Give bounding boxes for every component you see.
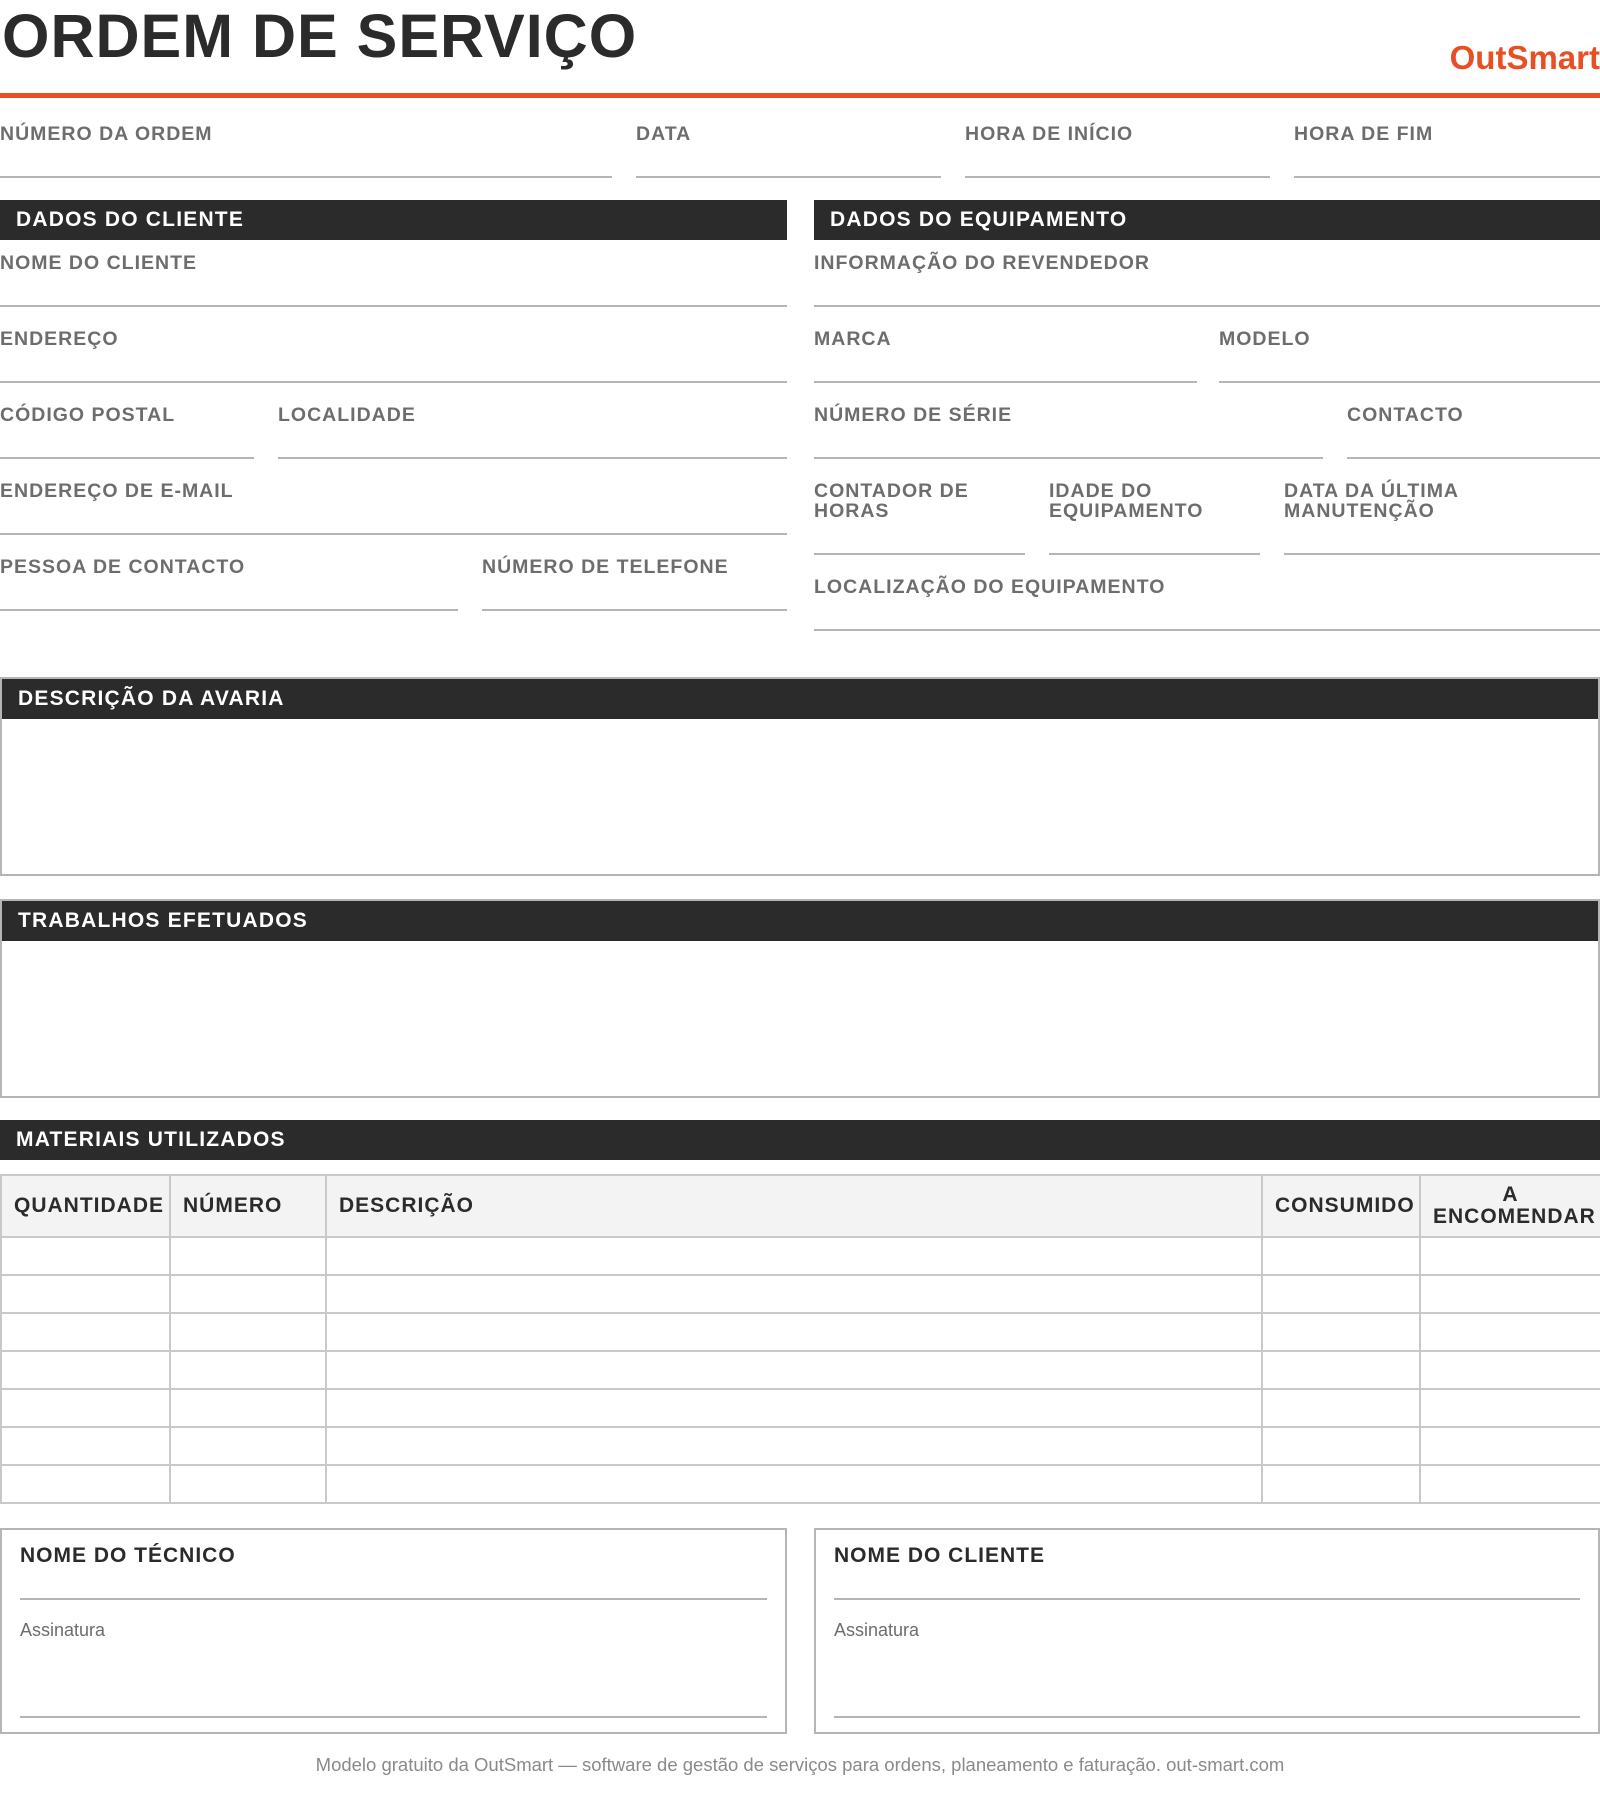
hour-counter-field[interactable]: [814, 553, 1025, 555]
cell-number[interactable]: [170, 1465, 326, 1503]
model-label: MODELO: [1219, 328, 1311, 350]
fault-description-box[interactable]: [0, 677, 1600, 876]
table-row: [1, 1389, 1600, 1427]
customer-signature-box: [814, 1528, 1600, 1734]
brand-field[interactable]: [814, 381, 1197, 383]
materials-table: [0, 1174, 1600, 1504]
cell-number[interactable]: [170, 1313, 326, 1351]
cell-description[interactable]: [326, 1427, 1262, 1465]
materials-table-body: [1, 1237, 1600, 1503]
cell-number[interactable]: [170, 1427, 326, 1465]
table-row: [1, 1427, 1600, 1465]
customer-signature-name-label: NOME DO CLIENTE: [834, 1544, 1046, 1567]
cell-number[interactable]: [170, 1389, 326, 1427]
cell-consumed[interactable]: [1262, 1275, 1420, 1313]
postal-code-label: CÓDIGO POSTAL: [0, 404, 176, 426]
table-row: [1, 1465, 1600, 1503]
phone-field[interactable]: [482, 609, 787, 611]
technician-name-label: NOME DO TÉCNICO: [20, 1544, 236, 1567]
cell-consumed[interactable]: [1262, 1427, 1420, 1465]
page-title: ORDEM DE SERVIÇO: [2, 2, 638, 70]
column-header-to-order-line2: ENCOMENDAR: [1433, 1205, 1596, 1228]
equipment-age-field[interactable]: [1049, 553, 1260, 555]
reseller-info-label: INFORMAÇÃO DO REVENDEDOR: [814, 252, 1151, 274]
cell-description[interactable]: [326, 1275, 1262, 1313]
work-performed-box[interactable]: [0, 899, 1600, 1098]
date-label: DATA: [636, 123, 692, 145]
header-divider: [0, 93, 1600, 98]
customer-signature-label: Assinatura: [834, 1620, 920, 1640]
equipment-age-label-line1: IDADE DO: [1049, 480, 1153, 502]
cell-to-order[interactable]: [1420, 1275, 1600, 1313]
equipment-location-field[interactable]: [814, 629, 1600, 631]
contact-person-label: PESSOA DE CONTACTO: [0, 556, 246, 578]
cell-quantity[interactable]: [1, 1427, 170, 1465]
serial-number-field[interactable]: [814, 457, 1323, 459]
table-row: [1, 1275, 1600, 1313]
column-header-quantity: QUANTIDADE: [1, 1175, 170, 1237]
customer-name-field[interactable]: [0, 305, 787, 307]
contact-person-field[interactable]: [0, 609, 458, 611]
equipment-section-header: DADOS DO EQUIPAMENTO: [814, 200, 1600, 240]
cell-consumed[interactable]: [1262, 1389, 1420, 1427]
last-maintenance-label-line2: MANUTENÇÃO: [1284, 500, 1435, 522]
cell-to-order[interactable]: [1420, 1351, 1600, 1389]
order-number-field[interactable]: [0, 176, 612, 178]
contact-label: CONTACTO: [1347, 404, 1464, 426]
cell-quantity[interactable]: [1, 1313, 170, 1351]
cell-quantity[interactable]: [1, 1275, 170, 1313]
order-number-label: NÚMERO DA ORDEM: [0, 123, 213, 145]
table-row: [1, 1237, 1600, 1275]
cell-number[interactable]: [170, 1275, 326, 1313]
phone-label: NÚMERO DE TELEFONE: [482, 556, 729, 578]
cell-quantity[interactable]: [1, 1389, 170, 1427]
serial-number-label: NÚMERO DE SÉRIE: [814, 404, 1013, 426]
equipment-age-label: [1049, 481, 1203, 521]
column-header-to-order: [1420, 1175, 1600, 1237]
cell-quantity[interactable]: [1, 1351, 170, 1389]
customer-signature-name-field[interactable]: [834, 1598, 1580, 1600]
hour-counter-label-line1: CONTADOR DE: [814, 480, 969, 502]
column-header-consumed: CONSUMIDO: [1262, 1175, 1420, 1237]
cell-description[interactable]: [326, 1351, 1262, 1389]
work-performed-header: TRABALHOS EFETUADOS: [2, 901, 1598, 941]
cell-consumed[interactable]: [1262, 1351, 1420, 1389]
reseller-info-field[interactable]: [814, 305, 1600, 307]
cell-number[interactable]: [170, 1237, 326, 1275]
address-field[interactable]: [0, 381, 787, 383]
customer-signature-field[interactable]: [834, 1716, 1580, 1718]
footer-note: Modelo gratuito da OutSmart — software de gestão de serviços para ordens, planeamento e faturação. out-smart.com: [315, 1754, 1285, 1775]
address-label: ENDEREÇO: [0, 328, 119, 350]
equipment-location-label: LOCALIZAÇÃO DO EQUIPAMENTO: [814, 576, 1166, 598]
fault-description-header: DESCRIÇÃO DA AVARIA: [2, 679, 1598, 719]
end-time-field[interactable]: [1294, 176, 1600, 178]
technician-name-field[interactable]: [20, 1598, 767, 1600]
hour-counter-label: [814, 481, 969, 521]
table-row: [1, 1351, 1600, 1389]
table-row: [1, 1313, 1600, 1351]
cell-description[interactable]: [326, 1313, 1262, 1351]
cell-consumed[interactable]: [1262, 1465, 1420, 1503]
date-field[interactable]: [636, 176, 941, 178]
model-field[interactable]: [1219, 381, 1600, 383]
contact-field[interactable]: [1347, 457, 1600, 459]
cell-description[interactable]: [326, 1237, 1262, 1275]
column-header-description: DESCRIÇÃO: [326, 1175, 1262, 1237]
customer-section-header: DADOS DO CLIENTE: [0, 200, 787, 240]
locality-field[interactable]: [278, 457, 787, 459]
start-time-field[interactable]: [965, 176, 1270, 178]
cell-consumed[interactable]: [1262, 1313, 1420, 1351]
cell-quantity[interactable]: [1, 1237, 170, 1275]
cell-to-order[interactable]: [1420, 1313, 1600, 1351]
end-time-label: HORA DE FIM: [1294, 123, 1434, 145]
brand-logo[interactable]: OutSmart: [1449, 39, 1600, 76]
cell-to-order[interactable]: [1420, 1465, 1600, 1503]
cell-quantity[interactable]: [1, 1465, 170, 1503]
cell-to-order[interactable]: [1420, 1389, 1600, 1427]
hour-counter-label-line2: HORAS: [814, 500, 890, 522]
email-field[interactable]: [0, 533, 787, 535]
start-time-label: HORA DE INÍCIO: [965, 123, 1134, 145]
customer-name-label: NOME DO CLIENTE: [0, 252, 198, 274]
materials-header-row: [1, 1175, 1600, 1237]
technician-signature-label: Assinatura: [20, 1620, 106, 1640]
equipment-age-label-line2: EQUIPAMENTO: [1049, 500, 1204, 522]
last-maintenance-label: [1284, 481, 1459, 521]
cell-description[interactable]: [326, 1465, 1262, 1503]
technician-signature-field[interactable]: [20, 1716, 767, 1718]
cell-number[interactable]: [170, 1351, 326, 1389]
technician-signature-box: [0, 1528, 787, 1734]
cell-consumed[interactable]: [1262, 1237, 1420, 1275]
last-maintenance-field[interactable]: [1284, 553, 1600, 555]
column-header-to-order-line1: A: [1502, 1183, 1519, 1206]
email-label: ENDEREÇO DE E-MAIL: [0, 480, 234, 502]
brand-label: MARCA: [814, 328, 892, 350]
column-header-number: NÚMERO: [170, 1175, 326, 1237]
last-maintenance-label-line1: DATA DA ÚLTIMA: [1284, 480, 1460, 502]
cell-to-order[interactable]: [1420, 1427, 1600, 1465]
cell-to-order[interactable]: [1420, 1237, 1600, 1275]
cell-description[interactable]: [326, 1389, 1262, 1427]
locality-label: LOCALIDADE: [278, 404, 416, 426]
materials-section-header: MATERIAIS UTILIZADOS: [0, 1120, 1600, 1160]
postal-code-field[interactable]: [0, 457, 254, 459]
